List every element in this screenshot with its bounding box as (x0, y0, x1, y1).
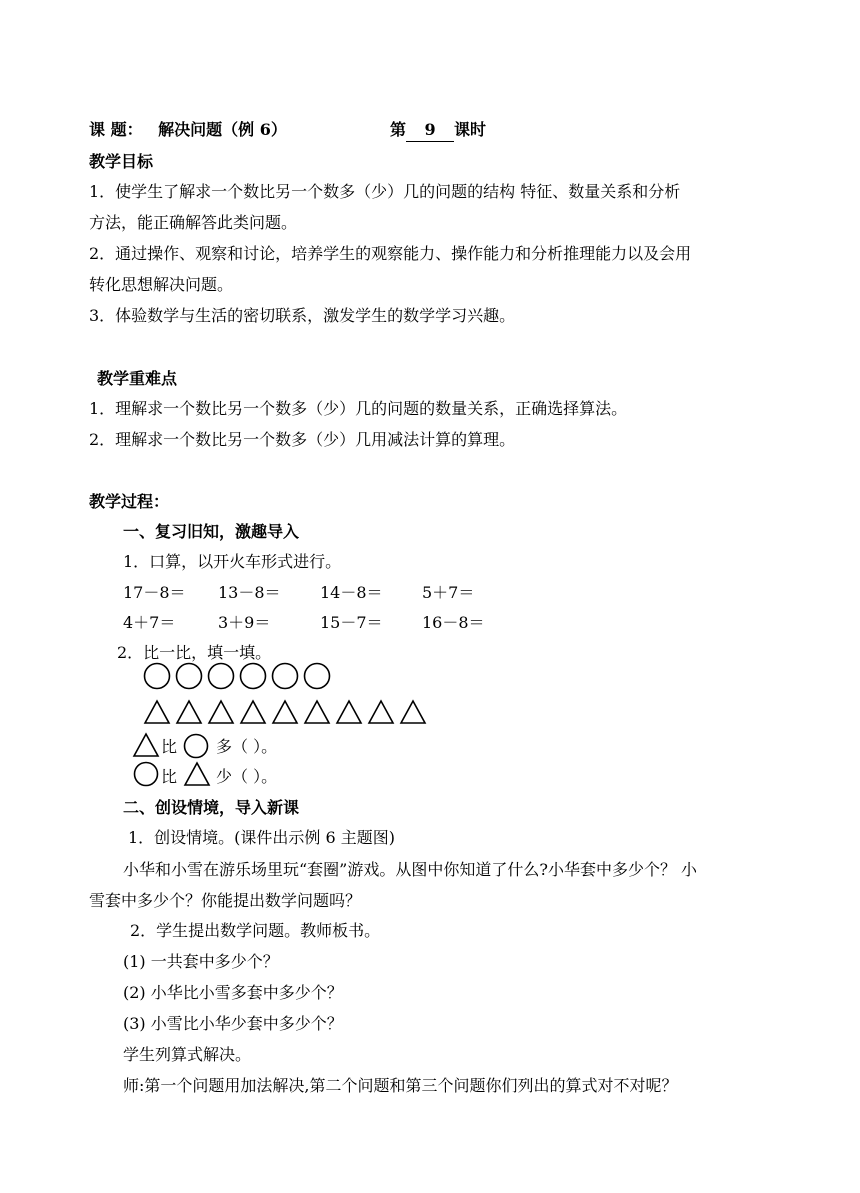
objectives-heading: 教学目标 (89, 152, 154, 171)
objective-line: 2．通过操作、观察和讨论，培养学生的观察能力、操作能力和分析推理能力以及会用 (89, 244, 692, 263)
oral-item: 15－7＝ (320, 613, 383, 632)
lesson-prefix: 第 (390, 120, 407, 139)
circle-shape (305, 664, 330, 689)
step-2: 2．学生提出数学问题。教师板书。 (130, 921, 381, 940)
circle-row (143, 662, 343, 692)
circle-shape (132, 761, 160, 789)
section-heading-2: 二、创设情境，导入新课 (123, 798, 300, 817)
key-point-line: 2．理解求一个数比另一个数多（少）几用减法计算的算理。 (89, 430, 516, 449)
oral-intro: 1．口算，以开火车形式进行。 (123, 552, 342, 571)
oral-item: 4＋7＝ (123, 613, 176, 632)
triangle-shape (305, 701, 329, 723)
story-line: 小华和小雪在游乐场里玩“套圈”游戏。从图中你知道了什么?小华套中多少个？ 小 (123, 860, 698, 879)
triangle-shape (132, 732, 160, 758)
lesson-number-block (390, 119, 486, 142)
compare-intro: 2．比一比，填一填。 (117, 643, 272, 662)
objective-line: 3．体验数学与生活的密切联系，激发学生的数学学习兴趣。 (89, 306, 516, 325)
step-1: 1．创设情境。(课件出示例 6 主题图) (128, 828, 396, 847)
triangle-shape (145, 701, 169, 723)
story-line: 雪套中多少个？你能提出数学问题吗？ (89, 891, 362, 910)
triangle-shape (209, 701, 233, 723)
question-2: (2) 小华比小雪多套中多少个？ (123, 983, 343, 1002)
subject-label: 课 题： (89, 120, 143, 139)
question-3: (3) 小雪比小华少套中多少个？ (123, 1014, 343, 1033)
oral-item: 13－8＝ (218, 583, 281, 602)
oral-item: 3＋9＝ (218, 613, 271, 632)
compare-bi: 比 (161, 767, 178, 786)
triangle-shape (241, 701, 265, 723)
key-points-heading: 教学重难点 (97, 369, 178, 388)
lesson-suffix: 课时 (454, 120, 487, 139)
oral-item: 16－8＝ (422, 613, 485, 632)
circle-shape (145, 664, 170, 689)
solve-line: 学生列算式解决。 (123, 1045, 252, 1064)
triangle-shape (183, 761, 211, 787)
objective-line: 方法，能正确解答此类问题。 (89, 213, 298, 232)
triangle-row (143, 698, 435, 726)
triangle-shape (369, 701, 393, 723)
triangle-shape (401, 701, 425, 723)
circle-shape (177, 664, 202, 689)
circle-shape (209, 664, 234, 689)
compare-bi: 比 (161, 737, 178, 756)
process-heading: 教学过程： (89, 492, 170, 511)
section-heading-1: 一、复习旧知，激趣导入 (123, 522, 300, 541)
oral-item: 5＋7＝ (422, 583, 475, 602)
oral-item: 17－8＝ (123, 583, 186, 602)
objective-line: 转化思想解决问题。 (89, 275, 234, 294)
teacher-line: 师:第一个问题用加法解决,第二个问题和第三个问题你们列出的算式对不对呢？ (123, 1076, 678, 1095)
question-1: (1) 一共套中多少个？ (123, 952, 279, 971)
circle-shape (273, 664, 298, 689)
key-point-line: 1．理解求一个数比另一个数多（少）几的问题的数量关系，正确选择算法。 (89, 399, 628, 418)
circle-shape (241, 664, 266, 689)
objective-line: 1．使学生了解求一个数比另一个数多（少）几的问题的结构 特征、数量关系和分析 (89, 182, 681, 201)
triangle-shape (273, 701, 297, 723)
subject-title: 解决问题（例 6） (158, 120, 287, 139)
oral-item: 14－8＝ (320, 583, 383, 602)
compare-more-blank: 多（ ）。 (216, 737, 278, 756)
circle-shape (183, 733, 211, 761)
lesson-number: 9 (406, 119, 454, 142)
compare-less-blank: 少（ ）。 (216, 767, 278, 786)
triangle-shape (177, 701, 201, 723)
lesson-header (89, 119, 287, 141)
triangle-shape (337, 701, 361, 723)
